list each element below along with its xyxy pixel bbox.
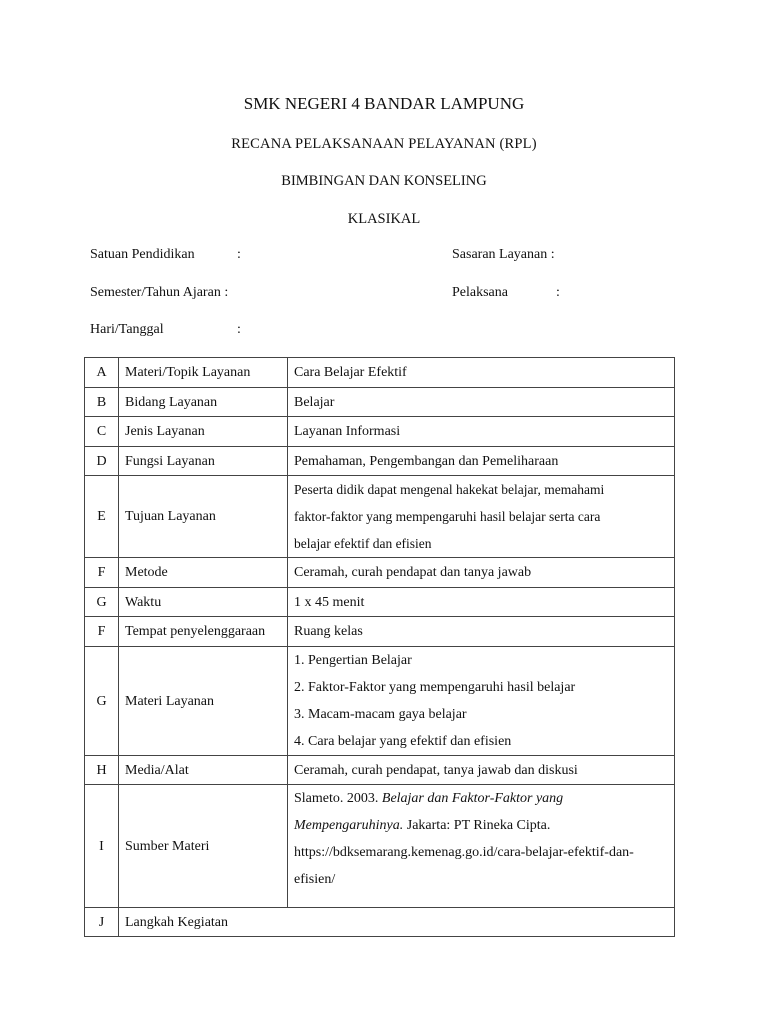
row-label: Langkah Kegiatan xyxy=(119,908,675,937)
row-code: B xyxy=(85,388,119,417)
row-value: Layanan Informasi xyxy=(288,417,675,447)
satuan-colon: : xyxy=(237,247,241,262)
value-line: 1. Pengertian Belajar xyxy=(294,653,412,668)
value-line: Peserta didik dapat mengenal hakekat belajar, memahami xyxy=(294,482,605,497)
row-value: Ruang kelas xyxy=(288,617,675,647)
school-title: SMK NEGERI 4 BANDAR LAMPUNG xyxy=(243,94,525,113)
row-value: Cara Belajar Efektif xyxy=(288,358,675,388)
row-code: E xyxy=(85,476,119,558)
table-row xyxy=(85,756,675,785)
row-label: Jenis Layanan xyxy=(119,417,288,447)
table-row xyxy=(85,388,675,417)
table-row xyxy=(85,358,675,388)
row-value xyxy=(288,785,675,908)
sasaran-label: Sasaran Layanan : xyxy=(452,247,555,262)
row-code: H xyxy=(85,756,119,785)
row-value xyxy=(288,647,675,756)
table-row xyxy=(85,647,675,756)
row-label: Waktu xyxy=(119,588,288,617)
value-line: faktor-faktor yang mempengaruhi hasil belajar serta cara xyxy=(294,509,601,524)
source-title: Mempengaruhinya. xyxy=(294,818,404,833)
row-code: G xyxy=(85,647,119,756)
row-label: Sumber Materi xyxy=(119,785,288,908)
table-row xyxy=(85,447,675,476)
row-value: 1 x 45 menit xyxy=(288,588,675,617)
table-row xyxy=(85,617,675,647)
row-label: Materi/Topik Layanan xyxy=(119,358,288,388)
row-code: D xyxy=(85,447,119,476)
source-url: efisien/ xyxy=(294,872,336,887)
source-author: Slameto. 2003. xyxy=(294,791,382,806)
source-publisher: Jakarta: PT Rineka Cipta. xyxy=(403,818,551,833)
row-code: G xyxy=(85,588,119,617)
document-title: RECANA PELAKSANAAN PELAYANAN (RPL) xyxy=(231,136,537,152)
row-code: A xyxy=(85,358,119,388)
table-row xyxy=(85,476,675,558)
row-code: I xyxy=(85,785,119,908)
table-row xyxy=(85,588,675,617)
row-code: J xyxy=(85,908,119,937)
pelaksana-label: Pelaksana xyxy=(452,285,508,300)
row-value: Belajar xyxy=(288,388,675,417)
table-row xyxy=(85,558,675,588)
table-row xyxy=(85,417,675,447)
subject-title: BIMBINGAN DAN KONSELING xyxy=(281,173,487,189)
row-label: Tempat penyelenggaraan xyxy=(119,617,288,647)
source-line xyxy=(294,785,668,812)
value-line: belajar efektif dan efisien xyxy=(294,536,432,551)
value-line: 3. Macam-macam gaya belajar xyxy=(294,707,467,722)
row-code: F xyxy=(85,617,119,647)
value-line: 2. Faktor-Faktor yang mempengaruhi hasil belajar xyxy=(294,680,576,695)
source-url: https://bdksemarang.kemenag.go.id/cara-belajar-efektif-dan- xyxy=(294,845,634,860)
row-label: Fungsi Layanan xyxy=(119,447,288,476)
row-value: Pemahaman, Pengembangan dan Pemeliharaan xyxy=(288,447,675,476)
row-label: Tujuan Layanan xyxy=(119,476,288,558)
source-line xyxy=(294,812,668,839)
row-label: Metode xyxy=(119,558,288,588)
row-label: Media/Alat xyxy=(119,756,288,785)
row-value xyxy=(288,476,675,558)
row-code: F xyxy=(85,558,119,588)
table-row xyxy=(85,908,675,937)
row-label: Materi Layanan xyxy=(119,647,288,756)
row-value: Ceramah, curah pendapat, tanya jawab dan diskusi xyxy=(288,756,675,785)
pelaksana-colon: : xyxy=(556,285,560,300)
hari-colon: : xyxy=(237,322,241,337)
row-value: Ceramah, curah pendapat dan tanya jawab xyxy=(288,558,675,588)
table-row xyxy=(85,785,675,908)
source-title: Belajar dan Faktor-Faktor yang xyxy=(381,791,564,806)
type-title: KLASIKAL xyxy=(347,211,421,227)
hari-label: Hari/Tanggal xyxy=(90,322,164,337)
value-line: 4. Cara belajar yang efektif dan efisien xyxy=(294,734,512,749)
satuan-label: Satuan Pendidikan xyxy=(90,247,195,262)
rpl-table xyxy=(84,357,675,937)
semester-label: Semester/Tahun Ajaran : xyxy=(90,285,229,300)
row-label: Bidang Layanan xyxy=(119,388,288,417)
row-code: C xyxy=(85,417,119,447)
